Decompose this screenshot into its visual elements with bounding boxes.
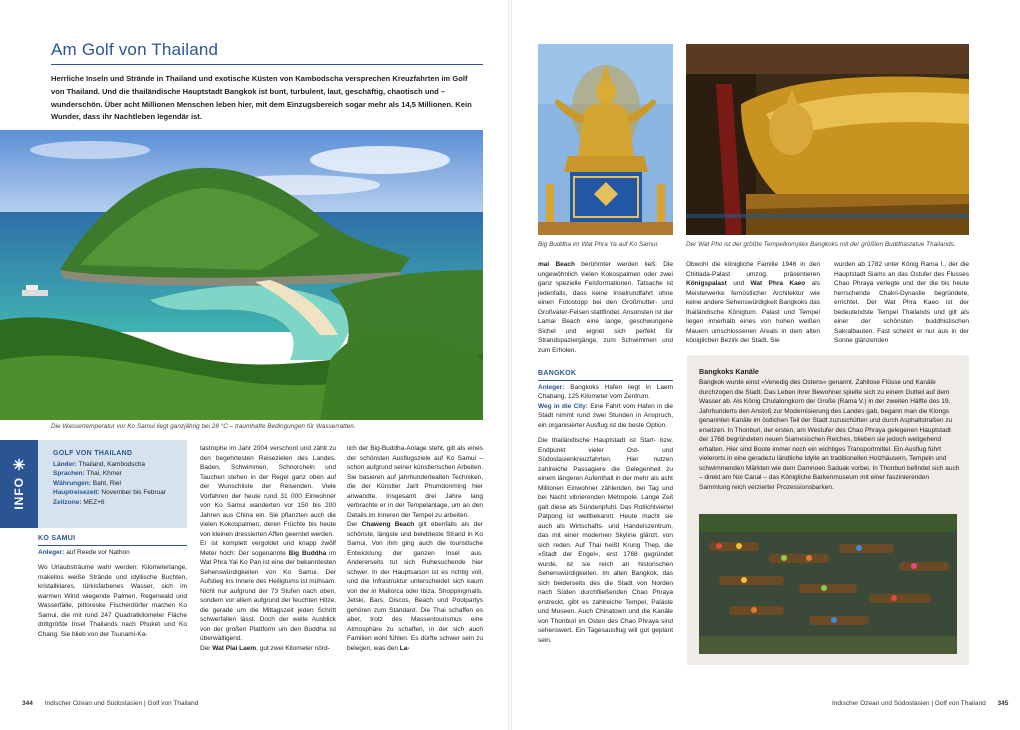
big-buddha-photo xyxy=(538,44,673,235)
title-rule xyxy=(51,64,483,65)
body-paragraph: Obwohl die königliche Familie 1946 in den Chitlada-Palast umzog, präsentieren Königspalast und Wat Phra Kaeo als Meisterwerke fernöstlicher Architektur wie keine andere Sehenswürdigkeit Bangkoks das thailändische Königtum. Palast und Tempel liegen innerhalb eines von hohen weißen Mauern umschlossenen Areals in dem alten königlichen Bezirk der Stadt. Sie xyxy=(686,261,820,344)
body-paragraph: lich der Big-Buddha-Anlage steht, gilt als eines der schönsten Ausflugsziele auf Ko Samui – schon aufgrund seiner künstlerischen Arbeiten. Sie basieren auf jahrhundertealten Techniken, die der Künstler Jarit Phumdonming hier anwandte. Insgesamt drei Jahre lang verbrachte er in der Tempelanlage, um an den Details im Inneren der Tempel zu arbeiten. xyxy=(347,445,483,519)
hero-caption: Die Wassertemperatur vor Ko Samui liegt ganzjährig bei 28 °C – traumhafte Bedingungen für Wasserratten. xyxy=(51,423,356,430)
buddha-caption: Big Buddha im Wat Phra Ya auf Ko Samui. xyxy=(538,241,659,248)
left-column-3 xyxy=(347,444,483,653)
bangkok-weg: Weg in die City: Eine Fahrt vom Hafen in die Stadt nimmt rund zwei Stunden in Anspruch, ein organisierter Ausflug ist die beste Option. xyxy=(538,402,673,429)
body-paragraph: Der Chaweng Beach gilt ebenfalls als der schönste, längste und belebteste Strand in Ko Samui. Von ihm ging auch die touristische Entwicklung der ganzen Insel aus. Andererseits tut sich Ruhesuchende hier schwer. In der Hauptsaison ist es richtig voll, und die Infrastruktur unterscheidet sich kaum von der in Mallorca oder Ibiza. Shoppingmalls, Jetski, Bars, Discos, Beach und Poolpartys gehören zum Standard. Die Thai schaffen es aber, trotz des Massentourismus eine Atmosphäre zu schaffen, in der sich auch Familien wohl fühlen. Es dürfte schwer sein zu belegen, was den La- xyxy=(347,521,483,652)
ko-samui-column xyxy=(38,534,187,639)
page-number: 345 xyxy=(997,700,1009,707)
page-title: Am Golf von Thailand xyxy=(51,40,219,59)
info-row: Länder: Thailand, Kambodscha xyxy=(53,460,146,468)
right-column-3 xyxy=(834,260,969,346)
canals-text: Bangkok wurde einst »Venedig des Ostens« genannt. Zahllose Flüsse und Kanäle durchzogen die Stadt. Das Leben ihrer Bewohner spielte sich zu einem Gutteil auf dem Wasser ab. Als König Chulalongkorn der Große (Rama V.) in der zweiten Hälfte des 19. Jahrhunderts den Anstoß zur Modernisierung des Landes gab, begann man die Klongs genannten Kanäle im östlichen Teil der Stadt zuzuschütten und durch Asphaltstraßen zu ersetzen. In Thonburi, der ersten, am Westufer des Chao Phraya gelegenen Hauptstadt der 1768 begründeten neuen Siamesischen Reiches, blieben sie jedoch weitgehend erhalten. Hier sind Boote immer noch ein wichtiges Transportmittel. Ein Ausflug führt vielerorts in eine geradezu ländliche Idylle an traditionellen Holzhäusern, Tempeln und schwimmenden Märkten wie dem Damnoen Saduak vorbei. In Thonburi befindet sich auch – direkt am Noi Canal – das Königliche Barkenmuseum mit einer faszinierenden Sammlung reich verzierter Prozessionsbarken. xyxy=(699,379,960,491)
body-paragraph: tastrophe im Jahr 2004 verschont und zählt zu den begehrtesten Reisezielen des Landes. Baden, Schwimmen, Schnorcheln und Tauchen stehen in der Regel ganz oben auf der Wunschliste der Reisenden. Viele Vorfahren der heute rund 31 000 Einwohner von Ko Samui wanderten vor 150 bis 200 Jahren aus China ein. Sie pflanzten auch die vielen Kokospalmen, deren Früchte bis heute von kleinen dressierten Affen geerntet werden. xyxy=(200,445,336,538)
bangkok-anleger: Anleger: Bangkoks Hafen liegt in Laem Chabang, 125 Kilometer vom Zentrum. xyxy=(538,383,674,400)
asterisk-icon: ✳ xyxy=(12,457,26,475)
info-heading: GOLF VON THAILAND xyxy=(53,450,133,457)
running-footer: Indischer Ozean und Südostasien | Golf von Thailand xyxy=(832,700,986,707)
floating-market-photo xyxy=(699,514,957,654)
ko-samui-anleger: Anleger: auf Reede vor Nathon xyxy=(38,548,130,556)
bangkok-heading: BANGKOK xyxy=(538,369,673,381)
wat-pho-caption: Der Wat Pho ist der größte Tempelkomplex Bangkoks mit der größten Buddhastatue Thailands. xyxy=(686,241,956,248)
page-number: 344 xyxy=(22,700,33,707)
left-column-2 xyxy=(200,444,336,653)
folio-left xyxy=(22,700,198,707)
body-paragraph: Er ist komplett vergoldet und knapp zwölf Meter hoch: Der sogenannte Big Buddha im Wat Phra Yai Ko Pan ist eine der bekanntesten Sehenswürdigkeiten von Ko Samui. Der Aufstieg ins Innere des Heiligtums ist mühsam. Nicht nur aufgrund der 73 Stufen nach oben, sondern vor allem aufgrund der feuchten Hitze, die gerade um die Mittagszeit jeden Schritt schwerfallen lässt. Doch der weite Ausblick von der großen Plattform um den Buddha ist überwältigend. xyxy=(200,540,336,642)
folio-right xyxy=(832,700,1008,707)
right-column-2 xyxy=(686,260,820,346)
body-paragraph: wurden ab 1782 unter König Rama I., der die Hauptstadt Siams an das Ostufer des Flusses Chao Phraya verlegte und der die bis heute herrschende Chakri-Dynastie begründete, errichtet. Der Wat Phra Kaeo ist der bedeutendste Tempel Thailands und gilt als einer der schönsten buddhistischen Sakralbauten. Fast scheint er nur aus in der Sonne glänzenden xyxy=(834,261,969,344)
ko-samui-hero-photo xyxy=(0,130,483,420)
bangkok-text: Die thailändische Hauptstadt ist Start- bzw. Endpunkt vieler Ost- und Südostasienkreuzfahrten. Hier nutzen zahlreiche Passagiere die Gelegenheit zu einem längeren Aufenthalt in der mehr als acht Millionen Einwohner zählenden, bei Tag und bei Nacht vibrierenden Metropole. Lange Zeit galt diese als Sündenpfuhl. Das Rotlichtviertel Patpong ist weltbekannt. Heute macht sie auch als Wirtschafts- und Handelszentrum, das mit einer modernen Skyline glänzt, von sich reden. Auf Thai heißt Krung Thep, die »Stadt der Engel«, erst 1768 gegründet wurde, ist sie reich an historischen Sehenswürdigkeiten. Im alten Bangkok, das sich beiderseits des die Stadt von Norden nach Süden durchfließenden Chao Phraya erstreckt, gibt es zahlreiche Tempel, Paläste und Museen. Auch Chinatown und die Kanäle von Thonburi im Osten des Chao Phraya sind sehenswert. Ein Tagesausflug will gut geplant sein. xyxy=(538,437,673,644)
ko-samui-text: Wo Urlaubsträume wahr werden: Kilometerlange, makellos weiße Strände und idyllische Buchten, kristallklares, türkisfarbenes Wasser, sich im warmen Wind wiegende Palmen, Regenwald und Wasserfälle, pittoreske Fischerdörfer machen Ko Samui, die mit rund 247 Quadratkilometer Fläche drittgrößte Insel Thailands nach Phuket und Ko Chang. Sie blieb von der Tsunami-Ka- xyxy=(38,564,187,638)
book-gutter xyxy=(508,0,512,730)
info-content xyxy=(53,449,183,508)
info-row: Zeitzone: MEZ+6 xyxy=(53,498,105,506)
info-row: Währungen: Baht, Riel xyxy=(53,479,121,487)
intro-paragraph: Herrliche Inseln und Strände in Thailand und exotische Küsten von Kambodscha versprechen Kreuzfahrten im Golf von Thailand. Und die thailändische Hauptstadt Bangkok ist bunt, turbulent, laut, geschäftig, chaotisch und – wunderschön. Über acht Millionen Menschen leben hier, mit dem Einzugsbereich sogar mehr als 14,5 Millionen. Kein Wunder, dass ihr Nachtleben legendär ist. xyxy=(51,74,472,122)
info-row: Sprachen: Thai, Khmer xyxy=(53,470,122,478)
right-column-1 xyxy=(538,260,673,645)
canals-title: Bangkoks Kanäle xyxy=(699,367,759,376)
info-tab xyxy=(0,440,38,528)
body-paragraph: mai Beach berühmter werden ließ: Die ungewöhnlich vielen Kokospalmen oder zwei ganz spezielle Felsformationen. Tatsache ist jedenfalls, dass keine Inselrundfahrt ohne einen Fotostopp bei den Großmutter- und Großvater-Felsen stattfindet. Ansonsten ist der Lamai Beach eine lange, geschwungene Sichel und eignet sich perfekt für Strandspaziergänge, zum Schwimmen und zum Erholen. xyxy=(538,261,673,354)
body-paragraph: Der Wat Plai Laem, gut zwei Kilometer nörd- xyxy=(200,644,330,652)
ko-samui-heading: KO SAMUI xyxy=(38,534,187,546)
wat-pho-photo xyxy=(686,44,969,235)
info-row: Hauptreisezeit: November bis Februar xyxy=(53,489,167,497)
info-tab-label: INFO xyxy=(12,477,26,510)
running-footer: Indischer Ozean und Südostasien | Golf von Thailand xyxy=(44,700,199,707)
